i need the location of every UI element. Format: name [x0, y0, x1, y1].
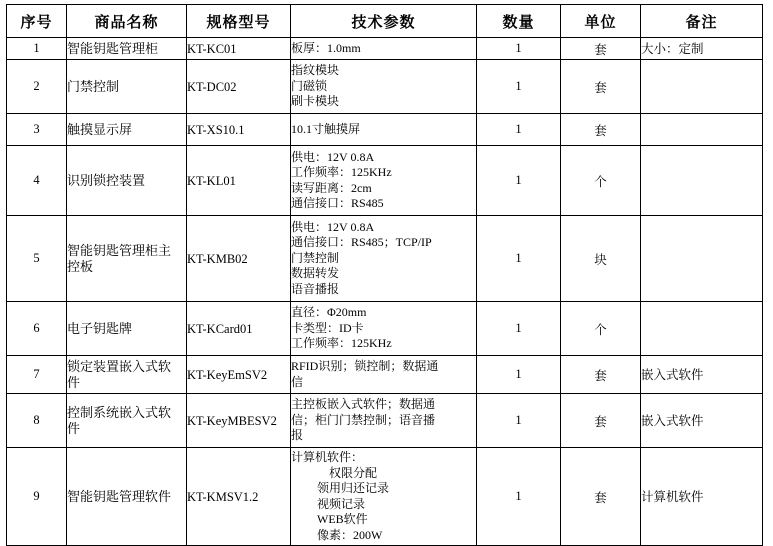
cell-param-line: 读写距离：2cm [291, 180, 372, 195]
cell-qty: 1 [477, 356, 561, 394]
cell-qty: 1 [477, 146, 561, 216]
cell-unit: 套 [561, 394, 641, 448]
cell-params [291, 448, 477, 546]
cell-name-line: 触摸显示屏 [67, 121, 133, 137]
cell-params [291, 146, 477, 216]
cell-param-line: WEB软件 [317, 512, 368, 526]
cell-param-line: 领用归还记录 [317, 481, 390, 495]
cell-remark [641, 60, 763, 114]
cell-no: 9 [7, 448, 67, 546]
cell-name [67, 216, 187, 302]
cell-remark-line: 大小：定制 [641, 41, 704, 56]
cell-model: KT-KeyEmSV2 [187, 356, 291, 394]
cell-param-line: 数据转发 [291, 266, 340, 281]
column-header-name: 商品名称 [67, 5, 187, 38]
cell-name-line: 智能钥匙管理柜主 [67, 242, 172, 258]
cell-name-line: 件 [67, 374, 81, 390]
cell-name-line: 识别锁控装置 [67, 172, 146, 188]
cell-param-line: 10.1寸触摸屏 [291, 121, 361, 136]
table-body [7, 38, 763, 546]
table-row [7, 302, 763, 356]
cell-remark-line: 嵌入式软件 [641, 367, 704, 382]
table-row [7, 38, 763, 60]
cell-params [291, 114, 477, 146]
cell-model: KT-KeyMBESV2 [187, 394, 291, 448]
cell-param-line: 供电：12V 0.8A [291, 219, 375, 234]
cell-params [291, 38, 477, 60]
cell-qty: 1 [477, 38, 561, 60]
cell-name-line: 智能钥匙管理软件 [67, 488, 172, 504]
cell-name-line: 锁定装置嵌入式软 [67, 358, 172, 374]
cell-param-line: 像素：200W [317, 527, 383, 542]
cell-qty: 1 [477, 394, 561, 448]
cell-param-line: 工作频率：125KHz [291, 336, 392, 351]
table-row [7, 146, 763, 216]
cell-name-line: 智能钥匙管理柜 [67, 40, 159, 56]
cell-params [291, 356, 477, 394]
cell-name [67, 146, 187, 216]
cell-remark [641, 394, 763, 448]
cell-name-line: 件 [67, 420, 81, 436]
cell-no: 6 [7, 302, 67, 356]
cell-param-line: RFID识别；锁控制；数据通 [291, 359, 439, 373]
column-header-unit: 单位 [561, 5, 641, 38]
cell-param-line: 工作频率：125KHz [291, 165, 392, 179]
column-header-remark: 备注 [641, 5, 763, 38]
spec-table-container [6, 4, 762, 546]
table-row [7, 216, 763, 302]
cell-qty: 1 [477, 114, 561, 146]
cell-param-line: 供电：12V 0.8A [291, 149, 375, 164]
cell-param-line: 报 [291, 428, 304, 443]
cell-unit: 个 [561, 146, 641, 216]
cell-remark-line: 嵌入式软件 [641, 413, 704, 428]
cell-unit: 套 [561, 114, 641, 146]
cell-name [67, 448, 187, 546]
cell-unit: 套 [561, 60, 641, 114]
cell-param-line: 信 [291, 374, 304, 389]
cell-remark [641, 448, 763, 546]
cell-name [67, 394, 187, 448]
cell-model: KT-XS10.1 [187, 114, 291, 146]
table-row [7, 60, 763, 114]
cell-param-line: 刷卡模块 [291, 94, 340, 109]
cell-param-line: 板厚：1.0mm [291, 40, 361, 55]
cell-name-line: 控板 [67, 258, 94, 274]
cell-name [67, 302, 187, 356]
cell-remark [641, 146, 763, 216]
cell-no: 4 [7, 146, 67, 216]
cell-remark [641, 216, 763, 302]
column-header-params: 技术参数 [291, 5, 477, 38]
cell-param-line: 直径：Φ20mm [291, 305, 367, 320]
table-row [7, 394, 763, 448]
cell-qty: 1 [477, 60, 561, 114]
column-header-model: 规格型号 [187, 5, 291, 38]
cell-no: 7 [7, 356, 67, 394]
table-header [7, 5, 763, 38]
cell-qty: 1 [477, 448, 561, 546]
cell-param-line: 卡类型：ID卡 [291, 320, 364, 335]
product-spec-table [6, 4, 763, 546]
cell-model: KT-KMB02 [187, 216, 291, 302]
cell-name-line: 电子钥匙牌 [67, 320, 133, 336]
cell-model: KT-DC02 [187, 60, 291, 114]
cell-name [67, 38, 187, 60]
cell-no: 1 [7, 38, 67, 60]
cell-param-line: 通信接口：RS485 [291, 196, 384, 210]
cell-model: KT-KMSV1.2 [187, 448, 291, 546]
cell-param-line: 计算机软件： [291, 450, 364, 464]
cell-param-line: 语音播报 [291, 281, 340, 296]
cell-model: KT-KL01 [187, 146, 291, 216]
cell-param-line: 信；柜门门禁控制；语音播 [291, 412, 436, 427]
cell-unit: 套 [561, 356, 641, 394]
cell-unit: 个 [561, 302, 641, 356]
table-row [7, 356, 763, 394]
cell-no: 3 [7, 114, 67, 146]
cell-name-line: 控制系统嵌入式软 [67, 404, 172, 420]
cell-unit: 套 [561, 38, 641, 60]
cell-params [291, 394, 477, 448]
cell-no: 8 [7, 394, 67, 448]
cell-qty: 1 [477, 216, 561, 302]
cell-params [291, 60, 477, 114]
cell-no: 5 [7, 216, 67, 302]
cell-params [291, 302, 477, 356]
cell-remark [641, 302, 763, 356]
cell-param-line: 通信接口：RS485；TCP/IP [291, 235, 432, 250]
table-row [7, 448, 763, 546]
cell-qty: 1 [477, 302, 561, 356]
cell-param-line: 指纹模块 [291, 63, 340, 78]
cell-remark [641, 356, 763, 394]
cell-unit: 套 [561, 448, 641, 546]
cell-name [67, 356, 187, 394]
cell-remark [641, 114, 763, 146]
cell-param-line: 门禁控制 [291, 250, 340, 265]
cell-name [67, 114, 187, 146]
table-row [7, 114, 763, 146]
cell-remark-line: 计算机软件 [641, 489, 704, 504]
cell-param-line: 门磁锁 [291, 78, 328, 93]
cell-params [291, 216, 477, 302]
cell-name-line: 门禁控制 [67, 78, 120, 94]
cell-remark [641, 38, 763, 60]
cell-unit: 块 [561, 216, 641, 302]
cell-param-line: 权限分配 [329, 465, 378, 480]
cell-param-line: 视频记录 [317, 496, 366, 511]
cell-model: KT-KCard01 [187, 302, 291, 356]
cell-name [67, 60, 187, 114]
cell-model: KT-KC01 [187, 38, 291, 60]
column-header-no: 序号 [7, 5, 67, 38]
table-header-row [7, 5, 763, 38]
cell-no: 2 [7, 60, 67, 114]
column-header-qty: 数量 [477, 5, 561, 38]
cell-param-line: 主控板嵌入式软件；数据通 [291, 397, 436, 412]
